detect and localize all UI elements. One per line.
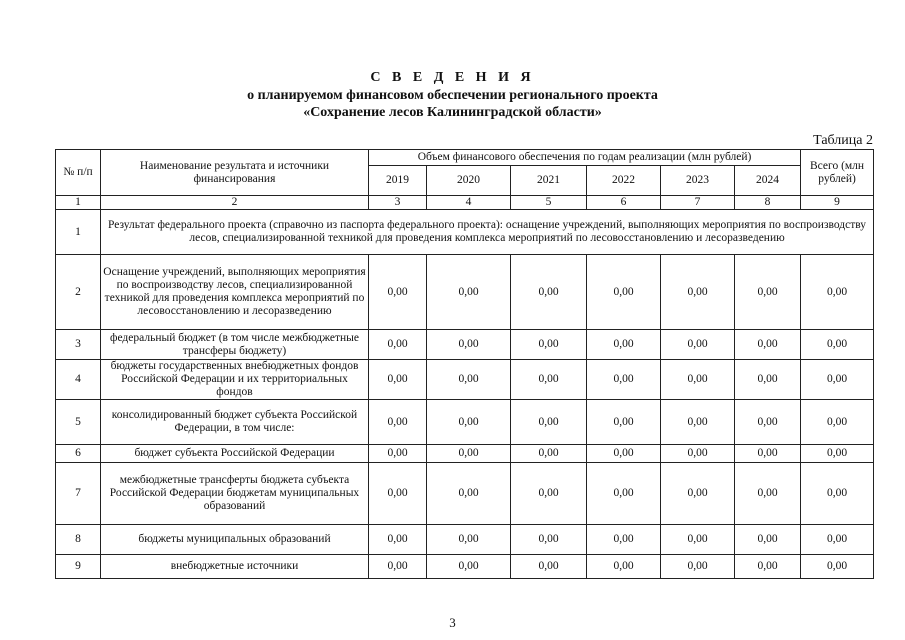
row-year-value: 0,00	[661, 555, 735, 579]
header-year-2024: 2024	[735, 166, 801, 196]
row-year-value: 0,00	[587, 525, 661, 555]
table-row	[56, 525, 874, 555]
row-year-value: 0,00	[735, 555, 801, 579]
row-year-value: 0,00	[427, 525, 511, 555]
column-number: 4	[427, 196, 511, 210]
column-number: 2	[101, 196, 369, 210]
document-subtitle-line1: о планируемом финансовом обеспечении регионального проекта	[247, 88, 658, 103]
row-year-value: 0,00	[661, 463, 735, 525]
column-number: 9	[801, 196, 874, 210]
financing-table	[55, 149, 874, 579]
header-year-2023: 2023	[661, 166, 735, 196]
table-row	[56, 330, 874, 360]
row-year-value: 0,00	[369, 525, 427, 555]
row-year-value: 0,00	[735, 525, 801, 555]
row-year-value: 0,00	[511, 445, 587, 463]
row-year-value: 0,00	[511, 555, 587, 579]
row-num: 4	[56, 360, 101, 400]
table-row	[56, 555, 874, 579]
federal-result-text: Результат федерального проекта (справочно из паспорта федерального проекта): оснащение учреждений, выполняющих мероприятия по воспроизводству лесов, специализированной техникой для проведения комплекса мероприятий по лесовосстановлению и лесоразведению	[101, 210, 874, 255]
row-name: консолидированный бюджет субъекта Российской Федерации, в том числе:	[101, 400, 369, 445]
table-row	[56, 463, 874, 525]
row-year-value: 0,00	[427, 445, 511, 463]
row-year-value: 0,00	[369, 330, 427, 360]
row-year-value: 0,00	[427, 360, 511, 400]
row-year-value: 0,00	[587, 360, 661, 400]
row-num: 7	[56, 463, 101, 525]
row-year-value: 0,00	[661, 330, 735, 360]
row-year-value: 0,00	[587, 330, 661, 360]
row-year-value: 0,00	[735, 255, 801, 330]
row-num: 6	[56, 445, 101, 463]
row-year-value: 0,00	[427, 400, 511, 445]
row-total-value: 0,00	[801, 525, 874, 555]
row-num: 3	[56, 330, 101, 360]
row-num: 8	[56, 525, 101, 555]
row-year-value: 0,00	[369, 400, 427, 445]
row-name: бюджет субъекта Российской Федерации	[101, 445, 369, 463]
header-num: № п/п	[56, 150, 101, 196]
row-total-value: 0,00	[801, 400, 874, 445]
row-name: межбюджетные трансферты бюджета субъекта Российской Федерации бюджетам муниципальных образований	[101, 463, 369, 525]
row-total-value: 0,00	[801, 330, 874, 360]
table-label: Таблица 2	[813, 133, 873, 148]
row-name: бюджеты государственных внебюджетных фондов Российской Федерации и их территориальных фондов	[101, 360, 369, 400]
table-row	[56, 360, 874, 400]
header-year-2022: 2022	[587, 166, 661, 196]
row-year-value: 0,00	[511, 525, 587, 555]
row-num: 5	[56, 400, 101, 445]
row-year-value: 0,00	[369, 360, 427, 400]
row-total-value: 0,00	[801, 555, 874, 579]
row-num: 9	[56, 555, 101, 579]
row-num: 2	[56, 255, 101, 330]
row-year-value: 0,00	[427, 463, 511, 525]
row-year-value: 0,00	[735, 330, 801, 360]
row-year-value: 0,00	[735, 400, 801, 445]
header-name: Наименование результата и источники финансирования	[101, 150, 369, 196]
table-row	[56, 400, 874, 445]
document-subtitle-line2: «Сохранение лесов Калининградской области»	[303, 105, 602, 120]
row-year-value: 0,00	[587, 463, 661, 525]
row-year-value: 0,00	[369, 255, 427, 330]
row-year-value: 0,00	[369, 463, 427, 525]
row-year-value: 0,00	[427, 330, 511, 360]
row-year-value: 0,00	[661, 525, 735, 555]
header-year-2019: 2019	[369, 166, 427, 196]
document-title: С В Е Д Е Н И Я	[370, 70, 535, 85]
row-year-value: 0,00	[369, 555, 427, 579]
row-total-value: 0,00	[801, 463, 874, 525]
row-total-value: 0,00	[801, 255, 874, 330]
header-year-2021: 2021	[511, 166, 587, 196]
column-number: 5	[511, 196, 587, 210]
header-total: Всего (млн рублей)	[801, 150, 874, 196]
column-number: 6	[587, 196, 661, 210]
row-year-value: 0,00	[369, 445, 427, 463]
row-year-value: 0,00	[661, 400, 735, 445]
row-year-value: 0,00	[587, 445, 661, 463]
row-year-value: 0,00	[511, 400, 587, 445]
row-year-value: 0,00	[511, 463, 587, 525]
row-name: федеральный бюджет (в том числе межбюджетные трансферы бюджету)	[101, 330, 369, 360]
federal-result-num: 1	[56, 210, 101, 255]
row-name: бюджеты муниципальных образований	[101, 525, 369, 555]
row-year-value: 0,00	[587, 400, 661, 445]
row-year-value: 0,00	[661, 445, 735, 463]
row-year-value: 0,00	[661, 255, 735, 330]
column-number: 1	[56, 196, 101, 210]
row-year-value: 0,00	[735, 360, 801, 400]
row-year-value: 0,00	[511, 255, 587, 330]
row-total-value: 0,00	[801, 360, 874, 400]
row-year-value: 0,00	[735, 463, 801, 525]
row-year-value: 0,00	[511, 330, 587, 360]
table-row	[56, 445, 874, 463]
column-number: 3	[369, 196, 427, 210]
row-year-value: 0,00	[735, 445, 801, 463]
row-name: Оснащение учреждений, выполняющих мероприятия по воспроизводству лесов, специализированной техникой для проведения комплекса мероприятий по лесовосстановлению и лесоразведению	[101, 255, 369, 330]
header-volume: Объем финансового обеспечения по годам реализации (млн рублей)	[369, 150, 801, 166]
row-year-value: 0,00	[427, 555, 511, 579]
row-year-value: 0,00	[587, 555, 661, 579]
column-number: 8	[735, 196, 801, 210]
column-number: 7	[661, 196, 735, 210]
row-year-value: 0,00	[427, 255, 511, 330]
row-name: внебюджетные источники	[101, 555, 369, 579]
row-total-value: 0,00	[801, 445, 874, 463]
table-row	[56, 255, 874, 330]
row-year-value: 0,00	[587, 255, 661, 330]
row-year-value: 0,00	[661, 360, 735, 400]
header-year-2020: 2020	[427, 166, 511, 196]
row-year-value: 0,00	[511, 360, 587, 400]
page-number: 3	[449, 615, 456, 630]
